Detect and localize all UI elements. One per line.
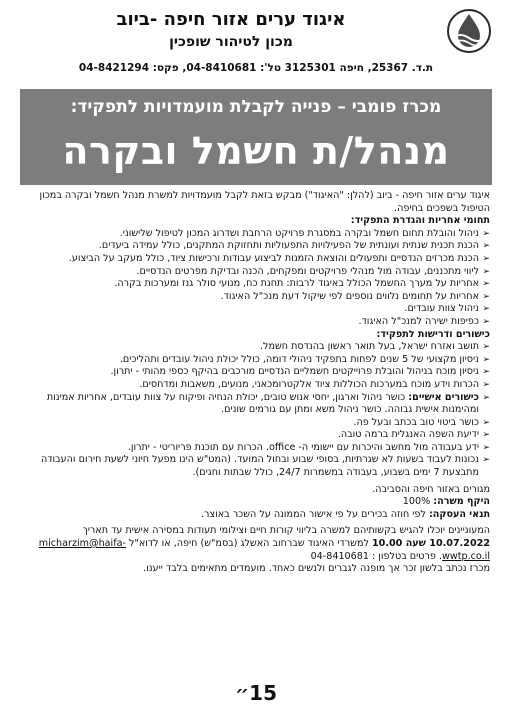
list-item — [22, 303, 490, 316]
list-item — [22, 228, 490, 241]
arrow-bullet-icon: ➢ — [482, 291, 490, 302]
list-item-text: ניהול והובלת תחום חשמל ובקרה במסגרת פרויקט הרחבת ושדרוג המכון לטיפול שלישוני. — [119, 227, 479, 239]
list-item — [22, 366, 490, 379]
list-item-text: הכנת תכנית שנתית ועונתית של הפעילויות התפעוליות ותחזוקת המתקנים, כולל עמידה ביעדים. — [98, 240, 479, 252]
list-item — [22, 341, 490, 354]
list-item — [22, 442, 490, 455]
water-drop-logo-icon — [446, 8, 492, 54]
submission-lead: המעוניינים יוכלו להגיש בקשותיהם למשרה בליווי קורות חיים וצילומי תעודות במסירה אישית עד תאריך — [82, 525, 490, 537]
list-item — [22, 392, 490, 417]
header-text — [20, 8, 442, 52]
list-item-text: ניהול צוות עובדים. — [404, 303, 479, 315]
employment-label: תנאי העסקה: — [428, 508, 490, 520]
disclaimer-text: מכרז נכתב בלשון זכר אך מופנה לגברים ולנשים כאחד. מועמדים מתאימים בלבד ייענו. — [143, 563, 490, 575]
arrow-bullet-icon: ➢ — [482, 442, 490, 453]
arrow-bullet-icon: ➢ — [482, 228, 490, 239]
arrow-bullet-icon: ➢ — [482, 430, 490, 441]
list-item-text: כושר ביטוי טוב בכתב ובעל פה. — [353, 416, 479, 428]
list-item — [22, 417, 490, 430]
scope-line — [22, 496, 490, 509]
list-item-text: אחריות על מערך החשמל הכולל באיגוד לרבות: תחנת כח, מנועי סולר גנז ומערכות בקרה. — [114, 278, 479, 290]
list-item — [22, 454, 490, 479]
requirements-list — [22, 341, 490, 391]
employment-value: לפי חוזה בכירים על פי אישור הממונה על השכר באוצר. — [200, 508, 426, 520]
arrow-bullet-icon: ➢ — [482, 455, 490, 466]
arrow-bullet-icon: ➢ — [482, 266, 490, 277]
submission-middle: למשרדי האיגוד שברחוב האשלג (בסמ"ש) חיפה, או לדוא"ל — [129, 538, 369, 550]
intro-paragraph: איגוד ערים אזור חיפה - ביוב (להלן: "האיגוד") מבקש בזאת לקבל מועמדויות למשרת מנהל חשמל ובקרה במכון הטיפול בשפכים בחיפה. — [39, 190, 490, 214]
arrow-bullet-icon: ➢ — [482, 367, 490, 378]
list-item-text: ליווי מתכננים, עבודה מול מנהלי פרויקטים ומפקחים, הכנה ובדיקת מפרטים הנדסיים. — [136, 265, 479, 277]
list-item-text: ניסיון מקצועי של 5 שנים לפחות בתפקיד ניהולי דומה, כולל יכולת ניהול עובדים ותהליכים. — [119, 353, 479, 365]
position-title: מנהל/ת חשמל ובקרה — [62, 129, 450, 173]
arrow-bullet-icon: ➢ — [482, 253, 490, 264]
arrow-bullet-icon: ➢ — [482, 379, 490, 390]
preference-text: מגורים באזור חיפה והסביבה. — [372, 483, 490, 495]
list-item — [22, 253, 490, 266]
organization-address: ת.ד. 25367, חיפה 3125301 טל': 04-8410681, פקס: 04-8421294 — [78, 62, 434, 74]
requirements-heading: כישורים ודרישות לתפקיד: — [376, 328, 490, 340]
arrow-bullet-icon: ➢ — [482, 279, 490, 290]
list-item-text: ניסיון מוכח בניהול והובלת פרוייקטים חשמליים הנדסיים מורכבים בהיקף כספי מהותי - יתרון. — [110, 366, 479, 378]
arrow-bullet-icon: ➢ — [482, 316, 490, 327]
submission-email[interactable]: micharzim@haifa-wwtp.co.il — [38, 538, 490, 562]
list-item — [22, 291, 490, 304]
list-item-text: הכנת מכרזים הנדסיים ותפעולים והוצאת הזמנות לביצוע עבודות ורכישות ציוד, כולל מעקב על הביצוע. — [68, 252, 479, 264]
arrow-bullet-icon: ➢ — [482, 417, 490, 428]
list-item-text: אחריות על תחומים נלווים נוספים לפי שיקול דעת מנכ"ל האיגוד. — [220, 290, 479, 302]
list-item-text: כפיפות ישירה למנכ"ל האיגוד. — [358, 315, 479, 327]
list-item — [22, 316, 490, 329]
list-item — [22, 379, 490, 392]
arrow-bullet-icon: ➢ — [482, 392, 490, 403]
tender-banner — [20, 89, 492, 185]
submission-deadline: 10.07.2022 שעה 10.00 — [372, 538, 490, 550]
list-item — [22, 266, 490, 279]
scope-value: 100% — [402, 496, 431, 508]
list-item-text: ידע בעבודה מול מחשב והיכרות עם יישומי ה- office. הכרות עם תוכנת פריוריטי - יתרון. — [127, 441, 479, 453]
requirements-list-continued — [22, 417, 490, 480]
tender-body — [22, 190, 490, 576]
page-number: 15״ — [234, 681, 278, 705]
list-item — [22, 354, 490, 367]
organization-subtitle: מכון לטיהור שופכין — [169, 34, 293, 50]
list-item — [22, 240, 490, 253]
list-item-text: הכרות וידע מוכח במערכות הכוללות ציוד אלקטרומכאני, מנועים, משאבות ומדחסים. — [139, 378, 479, 390]
arrow-bullet-icon: ➢ — [482, 354, 490, 365]
duties-heading: תחומי אחריות והגדרת התפקיד: — [350, 215, 490, 227]
personal-skills-text: כושר ניהול וארגון, יחסי אנוש טובים, יכולת הנחיה ופיקוח על צוות עובדים, אחריות אמינות ומהימנות אישית גבוהה. כושר ניהול משא ומתן עם גורמים שונים. — [46, 391, 479, 416]
submission-phone: פרטים בטלפון : 04-8410681 — [310, 550, 436, 562]
arrow-bullet-icon: ➢ — [482, 241, 490, 252]
employment-line — [22, 509, 490, 522]
arrow-bullet-icon: ➢ — [482, 304, 490, 315]
scope-label: היקף משרה: — [433, 496, 490, 508]
personal-skills-list — [22, 392, 490, 417]
list-item — [22, 278, 490, 291]
list-item-text: נכונות לעבוד בשעות לא שגרתיות, בסופי שבוע ובחול המועד. (המט"ש הינו מפעל חיוני לשעת חירום והעבודה מתבצעת 7 ימים בשבוע, בעבודה במשמרות 24/7, כולל שבתות וחגים). — [40, 454, 479, 479]
arrow-bullet-icon: ➢ — [482, 342, 490, 353]
organization-header — [20, 6, 492, 86]
duties-list — [22, 228, 490, 329]
submission-paragraph: המעוניינים יוכלו להגיש בקשותיהם למשרה בליווי קורות חיים וצילומי תעודות במסירה אישית עד תאריך 10.07.2022 שעה 10.00 למשרדי האיגוד שברחוב האשלג (בסמ"ש) חיפה, או לדוא"ל micharzim@haifa-wwtp.co.il. פרטים בטלפון : 04-8410681 — [38, 525, 490, 562]
personal-skills-label: כישורים אישיים: — [408, 391, 479, 403]
organization-title: איגוד ערים אזור חיפה -ביוב — [116, 9, 346, 30]
banner-headline: מכרז פומבי – פנייה לקבלת מועמדויות לתפקיד: — [70, 97, 442, 117]
list-item-text: תושב ואזרח ישראל, בעל תואר ראשון בהנדסת חשמל. — [259, 341, 479, 353]
list-item-text: ידיעת השפה האנגלית ברמה טובה. — [337, 429, 479, 441]
list-item — [22, 429, 490, 442]
